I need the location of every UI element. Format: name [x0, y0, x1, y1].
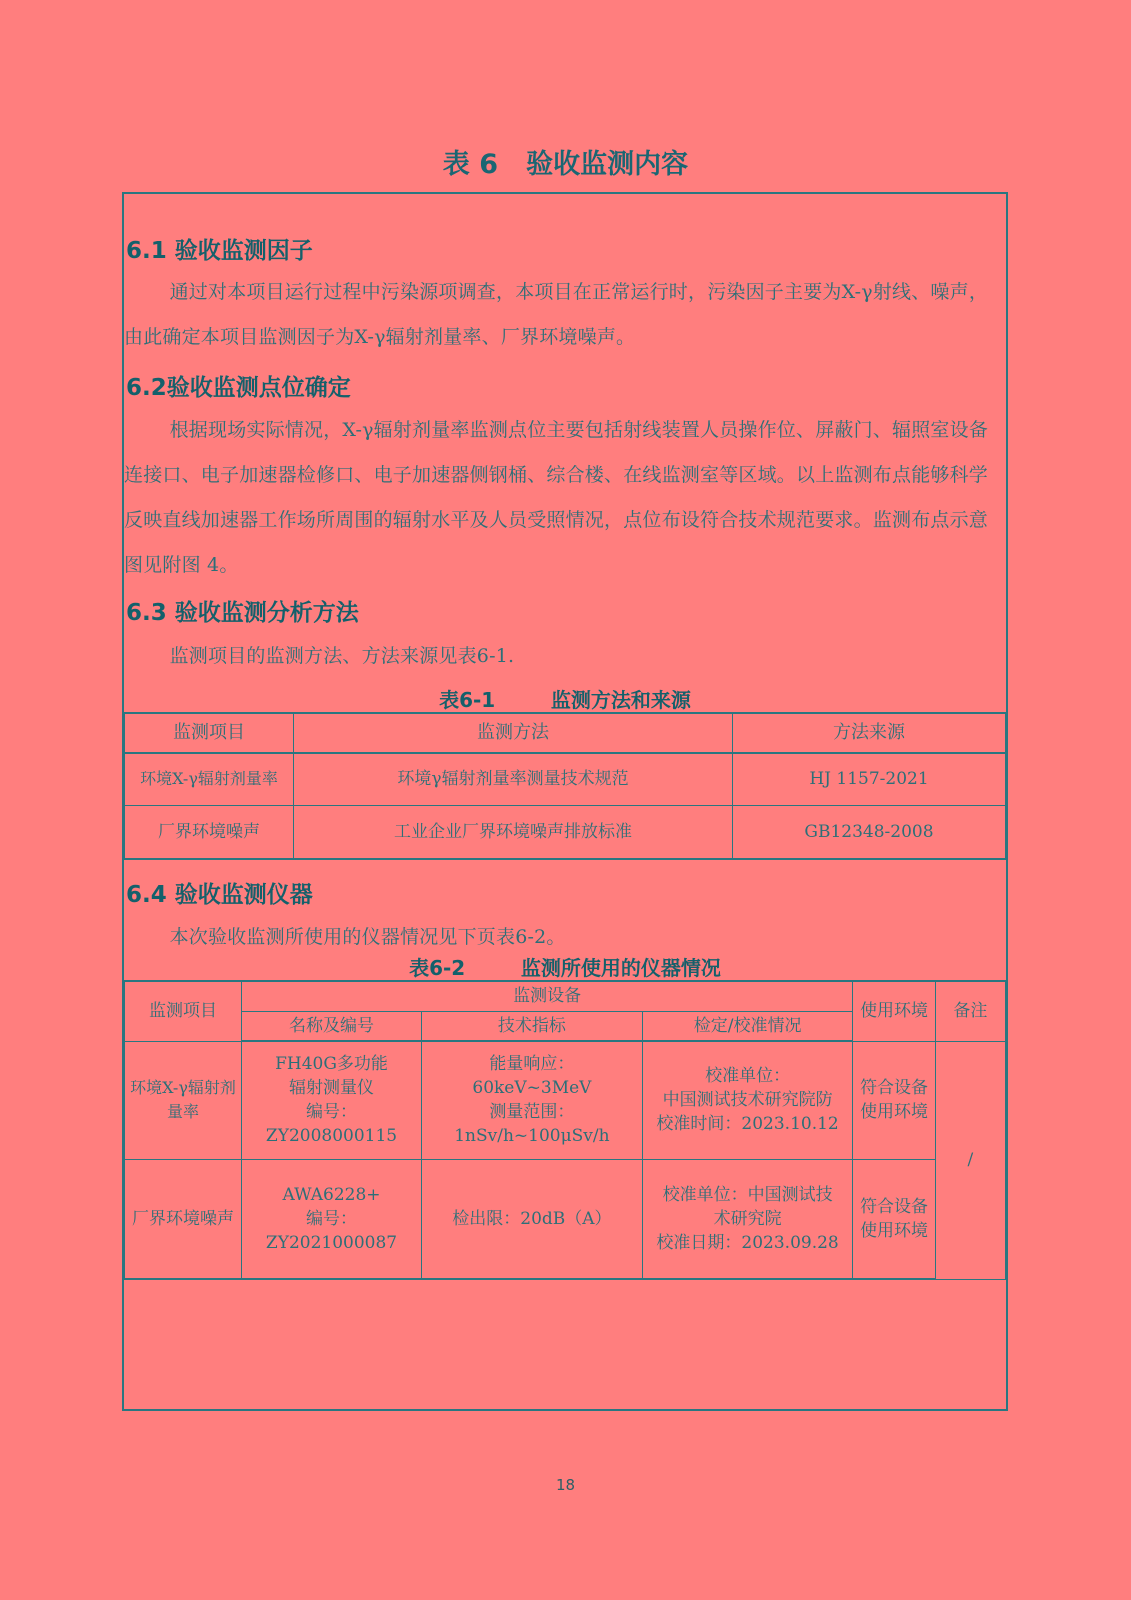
cell-line: 1nSv/h~100μSv/h — [454, 1126, 610, 1147]
cell-line: 测量范围： — [489, 1102, 575, 1123]
col-header-env: 使用环境 — [853, 981, 935, 1041]
col-header-spec: 技术指标 — [422, 1011, 643, 1041]
cell-line: 能量响应： — [489, 1054, 575, 1075]
cell-method: 环境γ辐射剂量率测量技术规范 — [294, 753, 733, 805]
cell-item: 环境X-γ辐射剂量率 — [125, 753, 294, 805]
table-row — [125, 805, 1006, 859]
page-title: 表 6 验收监测内容 — [442, 149, 689, 180]
section-6-2-heading: 6.2验收监测点位确定 — [126, 375, 351, 401]
cell-line: 60keV~3MeV — [472, 1078, 592, 1099]
table-6-1-caption: 表6-1 监测方法和来源 — [439, 688, 691, 712]
col-header-source: 方法来源 — [733, 713, 1006, 753]
table-row — [125, 753, 1006, 805]
cell-line: 中国测试技术研究院防 — [662, 1090, 833, 1111]
section-6-1-heading: 6.1 验收监测因子 — [126, 238, 313, 264]
page-number: 18 — [555, 1476, 576, 1494]
cell-spec — [422, 1159, 643, 1279]
section-6-3-heading: 6.3 验收监测分析方法 — [126, 600, 359, 626]
cell-calib — [642, 1041, 853, 1159]
col-header-name: 名称及编号 — [241, 1011, 421, 1041]
table-row — [125, 1041, 1006, 1159]
cell-item: 环境X-γ辐射剂量率 — [125, 1041, 242, 1159]
section-6-4-text: 本次验收监测所使用的仪器情况见下页表6-2。 — [169, 926, 566, 948]
table-6-1 — [124, 712, 1006, 860]
cell-method: 工业企业厂界环境噪声排放标准 — [294, 805, 733, 859]
cell-remark: / — [935, 1041, 1005, 1279]
cell-line: FH40G多功能 — [275, 1054, 388, 1075]
content-frame — [122, 192, 1008, 1411]
cell-line: 校准单位：中国测试技 — [662, 1184, 833, 1205]
col-header-item: 监测项目 — [125, 713, 294, 753]
col-header-item: 监测项目 — [125, 981, 242, 1041]
cell-name — [241, 1159, 421, 1279]
col-header-remark: 备注 — [935, 981, 1005, 1041]
cell-line: 编号： — [306, 1102, 358, 1123]
section-6-1-text: 通过对本项目运行过程中污染源项调查，本项目在正常运行时，污染因子主要为X-γ射线、噪声，由此确定本项目监测因子为X-γ辐射剂量率、厂界环境噪声。 — [124, 281, 989, 348]
table-row — [125, 1159, 1006, 1279]
table-6-2 — [124, 980, 1006, 1280]
cell-line: ZY2021000087 — [265, 1232, 398, 1253]
cell-name — [241, 1041, 421, 1159]
cell-line: 编号： — [306, 1208, 358, 1229]
cell-line: ZY2008000115 — [265, 1126, 398, 1147]
cell-spec — [422, 1041, 643, 1159]
cell-source: GB12348-2008 — [733, 805, 1006, 859]
cell-item: 厂界环境噪声 — [125, 1159, 242, 1279]
cell-env: 符合设备使用环境 — [853, 1159, 935, 1279]
cell-line: 校准单位： — [705, 1066, 791, 1087]
cell-line: 辐射测量仪 — [289, 1078, 375, 1099]
cell-env: 符合设备使用环境 — [853, 1041, 935, 1159]
cell-item: 厂界环境噪声 — [125, 805, 294, 859]
cell-line: 校准时间：2023.10.12 — [656, 1114, 839, 1135]
col-header-calib: 检定/校准情况 — [642, 1011, 853, 1041]
cell-line: 检出限：20dB（A） — [452, 1208, 612, 1229]
cell-line: 术研究院 — [713, 1208, 782, 1229]
section-6-4-heading: 6.4 验收监测仪器 — [126, 882, 313, 908]
cell-line: 校准日期：2023.09.28 — [656, 1232, 839, 1253]
cell-source: HJ 1157-2021 — [733, 753, 1006, 805]
cell-calib — [642, 1159, 853, 1279]
section-6-2-text: 根据现场实际情况，X-γ辐射剂量率监测点位主要包括射线装置人员操作位、屏蔽门、辐照室设备连接口、电子加速器检修口、电子加速器侧钢桶、综合楼、在线监测室等区域。以上监测布点能够科学反映直线加速器工作场所周围的辐射水平及人员受照情况，点位布设符合技术规范要求。监测布点示意图见附图 4。 — [124, 419, 989, 576]
section-6-3-text: 监测项目的监测方法、方法来源见表6-1. — [169, 645, 515, 667]
table-6-2-caption: 表6-2 监测所使用的仪器情况 — [409, 956, 721, 980]
cell-line: AWA6228+ — [282, 1184, 381, 1205]
col-header-equipment: 监测设备 — [241, 981, 852, 1011]
col-header-method: 监测方法 — [294, 713, 733, 753]
